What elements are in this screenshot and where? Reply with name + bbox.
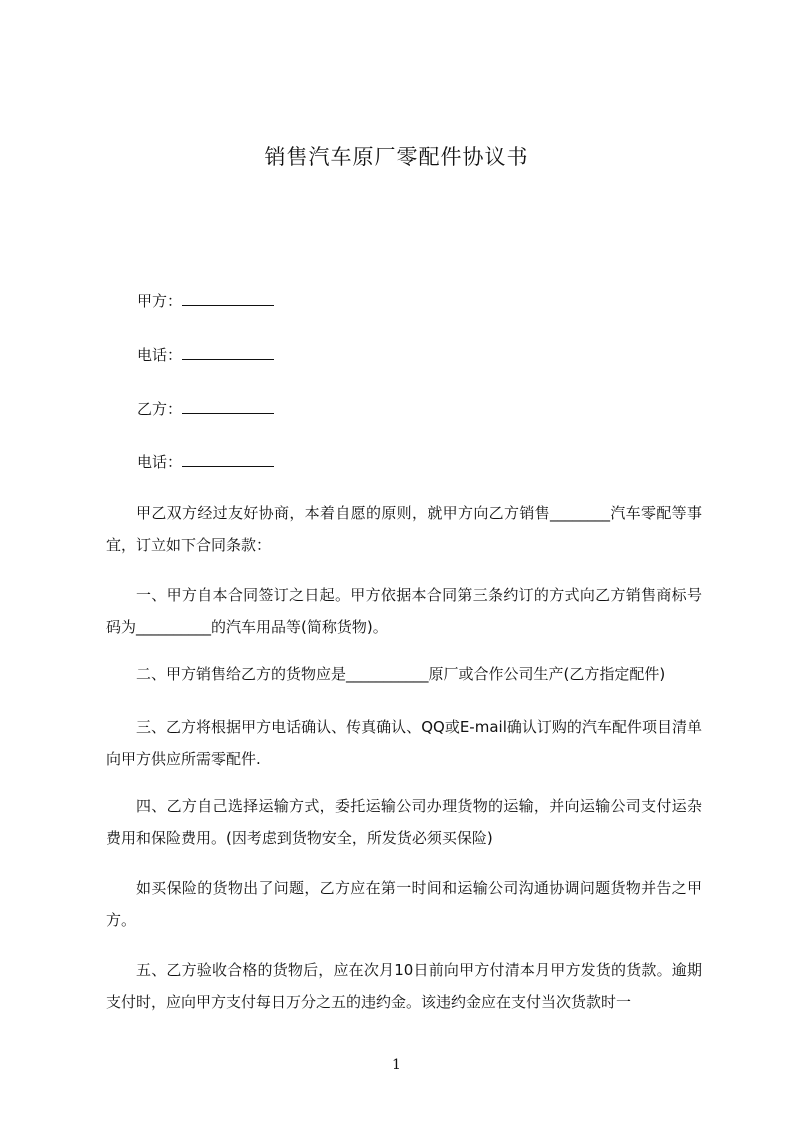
party-a-phone-field	[137, 345, 274, 365]
party-b-label: 乙方：	[137, 400, 183, 418]
clause-1-paragraph: 一、甲方自本合同签订之日起。甲方依据本合同第三条约订的方式向乙方销售商标号码为__________的汽车用品等(简称货物)。	[106, 586, 702, 636]
page-number: 1	[392, 1057, 401, 1073]
intro-paragraph: 甲乙双方经过友好协商，本着自愿的原则，就甲方向乙方销售________汽车零配等事宜，订立如下合同条款：	[106, 504, 702, 554]
party-a-blank	[182, 291, 274, 306]
party-b-phone-label: 电话：	[137, 453, 183, 471]
clause-4-paragraph: 四、乙方自己选择运输方式，委托运输公司办理货物的运输，并向运输公司支付运杂费用和保险费用。(因考虑到货物安全，所发货必须买保险)	[106, 797, 702, 847]
party-a-field	[137, 291, 274, 311]
party-b-phone-blank	[182, 452, 274, 467]
party-a-phone-label: 电话：	[137, 346, 183, 364]
clause-5-paragraph: 五、乙方验收合格的货物后，应在次月10日前向甲方付清本月甲方发货的货款。逾期支付时，应向甲方支付每日万分之五的违约金。该违约金应在支付当次货款时一	[106, 961, 702, 1011]
party-b-field	[137, 399, 274, 419]
clause-2-paragraph: 二、甲方销售给乙方的货物应是___________原厂或合作公司生产(乙方指定配件)	[136, 665, 666, 683]
party-a-label: 甲方：	[137, 292, 183, 310]
party-b-blank	[182, 399, 274, 414]
clause-3-paragraph: 三、乙方将根据甲方电话确认、传真确认、QQ或E-mail确认订购的汽车配件项目清单向甲方供应所需零配件.	[106, 718, 702, 768]
document-title: 销售汽车原厂零配件协议书	[264, 145, 529, 169]
insurance-note-paragraph: 如买保险的货物出了问题，乙方应在第一时间和运输公司沟通协调问题货物并告之甲方。	[106, 879, 702, 929]
party-a-phone-blank	[182, 345, 274, 360]
party-b-phone-field	[137, 452, 274, 472]
